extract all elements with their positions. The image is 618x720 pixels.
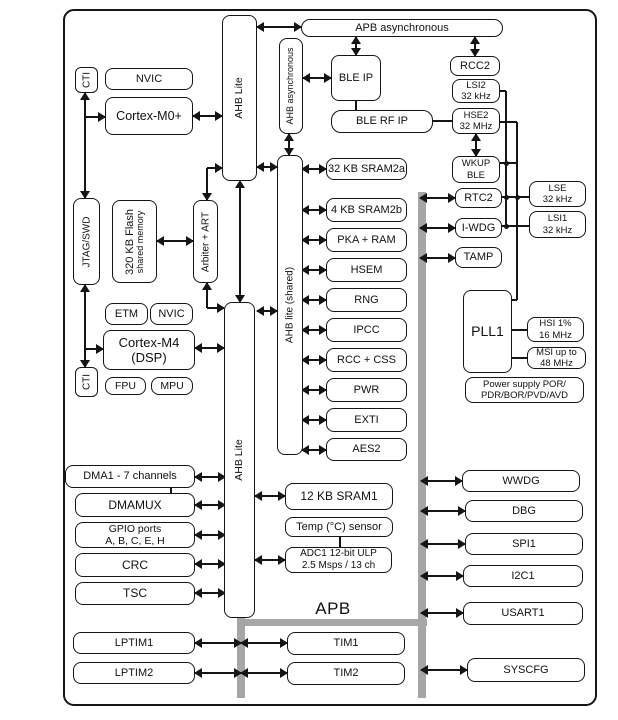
block-ble-rf-ip: BLE RF IP <box>331 110 433 133</box>
block-dmamux: DMAMUX <box>75 493 195 517</box>
arrowhead-u <box>351 36 361 44</box>
block-tsc: TSC <box>75 582 195 605</box>
arrowhead-l <box>420 476 428 486</box>
arrow-horizontal <box>195 504 225 506</box>
arrow-vertical <box>84 93 86 198</box>
arrowhead-u <box>80 92 90 100</box>
arrow-horizontal <box>421 669 467 671</box>
block-mpu: MPU <box>151 377 193 395</box>
arrowhead-l <box>240 668 248 678</box>
block-wkup-ble: WKUP BLE <box>452 156 500 183</box>
block-cti-m4: CTI <box>75 367 98 397</box>
connector-line <box>512 329 527 330</box>
connector-line <box>512 299 517 300</box>
arrowhead-u <box>470 36 480 44</box>
arrow-horizontal <box>207 167 222 169</box>
arrow-horizontal <box>195 534 225 536</box>
arrow-horizontal <box>302 449 326 451</box>
arrow-vertical <box>355 37 357 55</box>
arrowhead-l <box>156 236 164 246</box>
block-sram2b: 4 KB SRAM2b <box>326 198 407 222</box>
arrowhead-u <box>235 180 245 188</box>
arrowhead-l <box>240 638 248 648</box>
arrowhead-l <box>420 539 428 549</box>
block-lptim2: LPTIM2 <box>73 662 195 684</box>
arrow-horizontal <box>157 240 193 242</box>
block-usart1: USART1 <box>463 602 583 625</box>
block-temp-sensor: Temp (°C) sensor <box>285 517 393 537</box>
block-i2c1: I2C1 <box>463 565 583 587</box>
arrow-horizontal <box>85 116 105 118</box>
arrowhead-l <box>194 500 202 510</box>
arrowhead-l <box>194 588 202 598</box>
arrowhead-u <box>471 133 481 141</box>
junction-dot <box>504 195 509 200</box>
arrow-horizontal <box>195 476 225 478</box>
arrowhead-l <box>256 22 264 32</box>
arrow-horizontal <box>421 510 465 512</box>
block-jtag-swd: JTAG/SWD <box>73 198 100 285</box>
junction-dot <box>515 195 520 200</box>
bus-ahb-lite-1: AHB Lite <box>222 15 257 181</box>
arrow-horizontal <box>421 612 463 614</box>
arrow-horizontal <box>195 642 241 644</box>
arrow-horizontal <box>257 166 277 168</box>
connector-line <box>516 122 517 300</box>
arrow-horizontal <box>302 329 326 331</box>
block-rtc2: RTC2 <box>455 188 502 208</box>
arrow-horizontal <box>302 359 326 361</box>
arrow-horizontal <box>255 495 285 497</box>
arrow-horizontal <box>421 543 465 545</box>
block-msi: MSI up to 48 MHz <box>527 347 586 369</box>
arrow-vertical <box>475 134 477 156</box>
arrowhead-l <box>194 530 202 540</box>
block-cortex-m0: Cortex-M0+ <box>105 97 193 135</box>
arrow-vertical <box>84 285 86 367</box>
connector-line <box>355 101 356 110</box>
arrow-horizontal <box>193 115 222 117</box>
arrow-vertical <box>206 168 208 200</box>
arrow-horizontal <box>421 480 462 482</box>
block-flash: 320 KB Flash shared memory <box>112 200 157 283</box>
arrow-vertical <box>288 134 290 155</box>
block-power-supply: Power supply POR/ PDR/BOR/PVD/AVD <box>465 377 584 403</box>
block-sram2a: 32 KB SRAM2a <box>326 158 407 180</box>
arrowhead-l <box>194 343 202 353</box>
arrow-horizontal <box>257 26 301 28</box>
apb-bus-label: APB <box>315 599 351 618</box>
arrow-horizontal <box>195 347 224 349</box>
block-tim1: TIM1 <box>287 632 405 655</box>
block-dbg: DBG <box>465 500 583 522</box>
arrow-horizontal <box>302 168 326 170</box>
bus-ahb-lite-shared: AHB lite (shared) <box>277 155 303 455</box>
block-sram1: 12 KB SRAM1 <box>285 483 393 510</box>
block-wwdg: WWDG <box>462 470 580 492</box>
block-lsi2: LSI2 32 kHz <box>452 79 500 103</box>
block-rcc2: RCC2 <box>450 56 500 76</box>
apb-bus-bar-horizontal <box>240 619 427 626</box>
block-hse2: HSE2 32 MHz <box>452 108 500 134</box>
arrowhead-l <box>419 193 427 203</box>
arrow-horizontal <box>303 77 331 79</box>
arrow-vertical <box>474 37 476 56</box>
arrow-horizontal <box>421 575 463 577</box>
junction-dot <box>504 224 509 229</box>
block-lse: LSE 32 kHz <box>529 181 586 207</box>
block-cti-m0: CTI <box>75 67 98 93</box>
block-dma1: DMA1 - 7 channels <box>65 465 195 488</box>
arrowhead-l <box>302 73 310 83</box>
arrow-horizontal <box>302 299 326 301</box>
block-spi1: SPI1 <box>465 533 583 555</box>
block-ipcc: IPCC <box>326 318 407 342</box>
arrow-horizontal <box>302 209 326 211</box>
block-gpio: GPIO ports A, B, C, E, H <box>75 522 195 548</box>
arrow-horizontal <box>241 672 287 674</box>
arrowhead-l <box>420 571 428 581</box>
block-rcc-css: RCC + CSS <box>326 348 407 372</box>
arrowhead-l <box>420 665 428 675</box>
arrow-horizontal <box>241 642 287 644</box>
block-crc: CRC <box>75 553 195 577</box>
connector-line <box>500 121 517 122</box>
block-tim2: TIM2 <box>287 662 405 685</box>
arrow-horizontal <box>207 307 224 309</box>
arrow-horizontal <box>302 269 326 271</box>
arrow-horizontal <box>255 559 285 561</box>
block-lsi1: LSI1 32 kHz <box>529 211 586 238</box>
connector-line <box>512 357 527 358</box>
arrow-horizontal <box>195 563 225 565</box>
arrow-horizontal <box>195 592 225 594</box>
block-pwr: PWR <box>326 378 407 402</box>
arrowhead-l <box>256 162 264 172</box>
arrowhead-l <box>194 559 202 569</box>
block-pka-ram: PKA + RAM <box>326 228 407 252</box>
arrowhead-u <box>284 133 294 141</box>
arrowhead-l <box>192 111 200 121</box>
arrowhead-l <box>194 472 202 482</box>
arrowhead-l <box>254 555 262 565</box>
block-hsi: HSI 1% 16 MHz <box>527 317 584 342</box>
arrow-horizontal <box>195 672 241 674</box>
arrow-horizontal <box>257 310 277 312</box>
arrow-horizontal <box>420 227 455 229</box>
arrow-horizontal <box>85 348 103 350</box>
block-aes2: AES2 <box>326 438 407 461</box>
arrow-horizontal <box>302 239 326 241</box>
arrow-horizontal <box>302 419 326 421</box>
block-fpu: FPU <box>105 377 146 395</box>
arrow-vertical <box>239 181 241 302</box>
arrow-horizontal <box>420 257 455 259</box>
arrowhead-l <box>194 638 202 648</box>
connector-line <box>433 120 452 121</box>
block-pll1: PLL1 <box>463 290 512 373</box>
block-hsem: HSEM <box>326 258 407 282</box>
block-lptim1: LPTIM1 <box>73 632 195 654</box>
block-cortex-m4: Cortex-M4 (DSP) <box>103 330 195 370</box>
arrowhead-l <box>254 491 262 501</box>
bus-ahb-lite-2: AHB Lite <box>224 302 255 618</box>
block-iwdg: I-WDG <box>455 218 502 238</box>
bus-ahb-asynchronous: AHB asynchronous <box>279 38 303 134</box>
block-rng: RNG <box>326 288 407 312</box>
block-etm: ETM <box>105 303 148 325</box>
arrowhead-l <box>419 223 427 233</box>
connector-line <box>505 91 506 226</box>
connector-line <box>500 162 517 163</box>
block-arbiter-art: Arbiter + ART <box>193 200 218 283</box>
block-nvic-m0: NVIC <box>105 68 193 90</box>
arrowhead-l <box>420 506 428 516</box>
arrow-horizontal <box>302 389 326 391</box>
arrowhead-l <box>420 608 428 618</box>
arrowhead-l <box>194 668 202 678</box>
arrowhead-l <box>256 306 264 316</box>
arrowhead-l <box>419 253 427 263</box>
arrow-horizontal <box>420 197 455 199</box>
block-syscfg: SYSCFG <box>467 658 585 682</box>
block-adc1: ADC1 12-bit ULP 2.5 Msps / 13 ch <box>285 547 392 573</box>
bus-apb-asynchronous: APB asynchronous <box>301 19 503 37</box>
arrowhead-u <box>80 284 90 292</box>
junction-dot <box>504 161 509 166</box>
connector-line <box>339 537 340 547</box>
block-exti: EXTI <box>326 408 407 432</box>
arrow-vertical <box>206 283 208 308</box>
arrowhead-u <box>202 282 212 290</box>
block-tamp: TAMP <box>455 247 502 268</box>
block-ble-ip: BLE IP <box>331 55 381 101</box>
block-nvic-m4: NVIC <box>150 303 193 325</box>
